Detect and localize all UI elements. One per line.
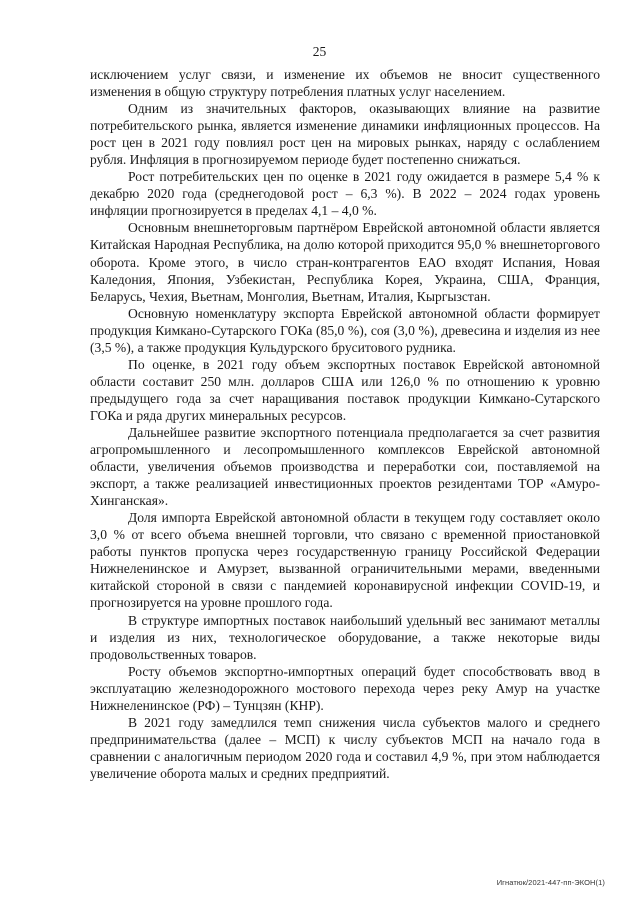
paragraph-continuation: исключением услуг связи, и изменение их объемов не вносит существенного изменения в общую структуру потребления платных услуг населением.: [90, 67, 600, 100]
document-code: Игнатюк/2021-447-пп-ЭКОН(1): [496, 878, 605, 887]
page-number: 25: [312, 44, 327, 59]
paragraph-bridge-crossing: Росту объемов экспортно-импортных операций будет способствовать ввод в эксплуатацию железнодорожного мостового перехода через реку Амур на участке Нижнеленинское (РФ) – Тунцзян (КНР).: [90, 663, 600, 713]
paragraph-export-nomenclature: Основную номенклатуру экспорта Еврейской автономной области формирует продукция Кимкано-Сутарского ГОКа (85,0 %), соя (3,0 %), древесина и изделия из нее (3,5 %), а также продукция Кульдурского бруситового рудника.: [90, 305, 600, 355]
paragraph-trade-partner: Основным внешнеторговым партнёром Еврейской автономной области является Китайская Народная Республика, на долю которой приходится 95,0 % внешнеторгового оборота. Кроме этого, в число стран-контрагентов ЕАО входят Испания, Новая Каледония, Япония, Узбекистан, Республика Корея, Украина, США, Франция, Беларусь, Чехия, Вьетнам, Монголия, Вьетнам, Италия, Кыргызстан.: [90, 220, 600, 304]
paragraph-sme: В 2021 году замедлился темп снижения числа субъектов малого и среднего предпринимательства (далее – МСП) к числу субъектов МСП на начало года в сравнении с аналогичным периодом 2020 года и составил 4,9 %, при этом наблюдается увеличение оборота малых и средних предприятий.: [90, 714, 600, 781]
paragraph-import-share: Доля импорта Еврейской автономной области в текущем году составляет около 3,0 % от всего объема внешней торговли, что связано с временной приостановкой работы пунктов пропуска через государственную границу Российской Федерации Нижнеленинское и Амурзет, вызванной ограничительными мерами, введенными китайской стороной в связи с пандемией коронавирусной инфекции COVID-19, и прогнозируется на уровне прошлого года.: [90, 510, 600, 611]
paragraph-inflation-factors: Одним из значительных факторов, оказывающих влияние на развитие потребительского рынка, является изменение динамики инфляционных процессов. На рост цен в 2021 году повлиял рост цен на мировых рынках, наряду с ослаблением рубля. Инфляция в прогнозируемом периоде будет постепенно снижаться.: [90, 101, 600, 168]
document-body: [90, 66, 600, 782]
paragraph-consumer-prices: Рост потребительских цен по оценке в 2021 году ожидается в размере 5,4 % к декабрю 2020 года (среднегодовой рост – 6,3 %). В 2022 – 2024 годах уровень инфляции прогнозируется в пределах 4,1 – 4,0 %.: [90, 169, 600, 219]
paragraph-import-structure: В структуре импортных поставок наибольший удельный вес занимают металлы и изделия из них, технологическое оборудование, а также некоторые виды продовольственных товаров.: [90, 612, 600, 662]
paragraph-export-potential: Дальнейшее развитие экспортного потенциала предполагается за счет развития агропромышленного и лесопромышленного комплексов Еврейской автономной области, увеличения объемов производства и переработки сои, поставляемой на экспорт, а также реализацией инвестиционных проектов резидентами ТОР «Амуро-Хинганская».: [90, 424, 600, 509]
paragraph-export-volume: По оценке, в 2021 году объем экспортных поставок Еврейской автономной области составит 250 млн. долларов США или 126,0 % по отношению к уровню предыдущего года за счет наращивания поставок продукции Кимкано-Сутарского ГОКа и ряда других минеральных ресурсов.: [90, 356, 600, 423]
